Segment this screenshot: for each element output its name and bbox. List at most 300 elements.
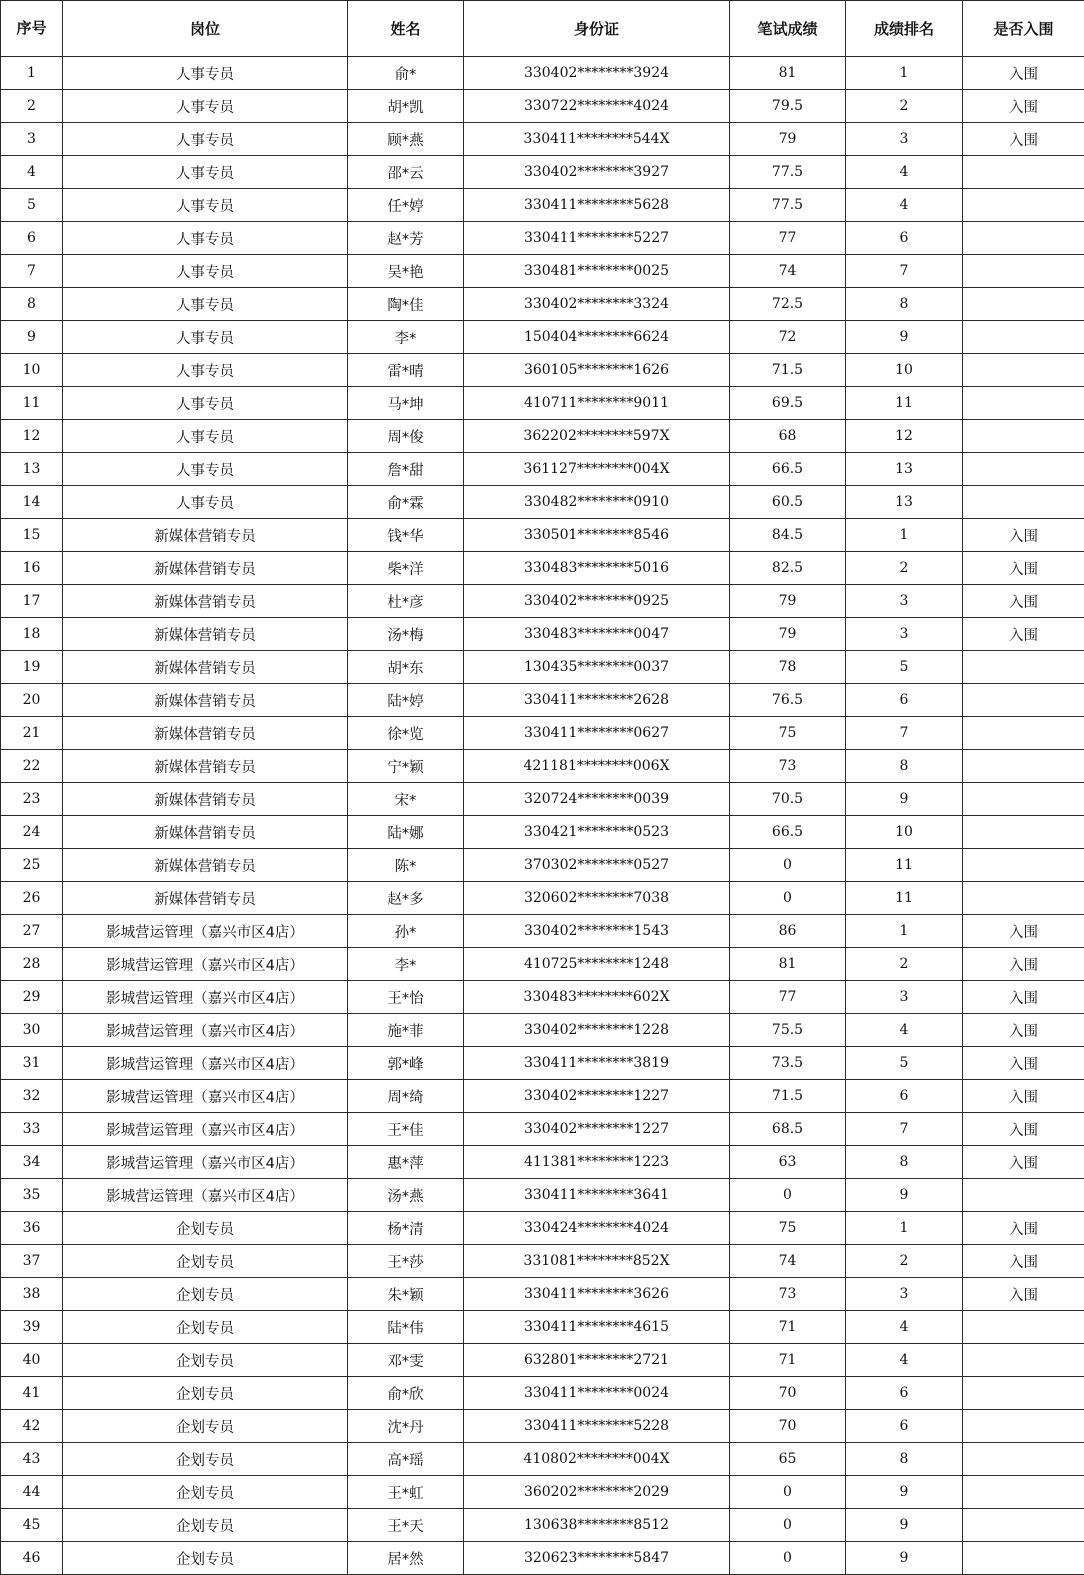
cell-position: 企划专员 bbox=[63, 1344, 348, 1377]
cell-exam-score: 63 bbox=[730, 1146, 846, 1179]
cell-shortlisted bbox=[963, 717, 1084, 750]
table-row bbox=[1, 90, 1084, 123]
cell-name: 陈* bbox=[348, 849, 464, 882]
cell-position: 企划专员 bbox=[63, 1476, 348, 1509]
cell-shortlisted bbox=[963, 453, 1084, 486]
cell-id-number: 320602********7038 bbox=[464, 882, 730, 915]
cell-exam-score: 71.5 bbox=[730, 354, 846, 387]
cell-id-number: 330402********3924 bbox=[464, 57, 730, 90]
cell-name: 詹*甜 bbox=[348, 453, 464, 486]
cell-seq: 14 bbox=[1, 486, 63, 519]
cell-name: 沈*丹 bbox=[348, 1410, 464, 1443]
cell-position: 企划专员 bbox=[63, 1542, 348, 1575]
cell-position: 人事专员 bbox=[63, 486, 348, 519]
cell-name: 李* bbox=[348, 948, 464, 981]
cell-name: 王*佳 bbox=[348, 1113, 464, 1146]
cell-name: 朱*颖 bbox=[348, 1278, 464, 1311]
cell-id-number: 632801********2721 bbox=[464, 1344, 730, 1377]
header-name: 姓名 bbox=[348, 1, 464, 57]
cell-rank: 6 bbox=[846, 1377, 963, 1410]
cell-exam-score: 86 bbox=[730, 915, 846, 948]
cell-exam-score: 68 bbox=[730, 420, 846, 453]
cell-rank: 8 bbox=[846, 750, 963, 783]
cell-rank: 3 bbox=[846, 1278, 963, 1311]
cell-id-number: 330483********5016 bbox=[464, 552, 730, 585]
cell-id-number: 330501********8546 bbox=[464, 519, 730, 552]
cell-exam-score: 77 bbox=[730, 981, 846, 1014]
cell-position: 人事专员 bbox=[63, 123, 348, 156]
cell-rank: 6 bbox=[846, 222, 963, 255]
cell-exam-score: 71 bbox=[730, 1311, 846, 1344]
cell-exam-score: 71.5 bbox=[730, 1080, 846, 1113]
cell-shortlisted bbox=[963, 882, 1084, 915]
cell-id-number: 410725********1248 bbox=[464, 948, 730, 981]
cell-rank: 5 bbox=[846, 651, 963, 684]
cell-position: 新媒体营销专员 bbox=[63, 882, 348, 915]
cell-rank: 10 bbox=[846, 816, 963, 849]
cell-exam-score: 78 bbox=[730, 651, 846, 684]
cell-rank: 1 bbox=[846, 519, 963, 552]
cell-rank: 9 bbox=[846, 1476, 963, 1509]
table-row bbox=[1, 882, 1084, 915]
cell-position: 人事专员 bbox=[63, 453, 348, 486]
cell-id-number: 330402********1543 bbox=[464, 915, 730, 948]
cell-name: 陆*婷 bbox=[348, 684, 464, 717]
table-row bbox=[1, 255, 1084, 288]
cell-shortlisted: 入围 bbox=[963, 1113, 1084, 1146]
cell-shortlisted bbox=[963, 387, 1084, 420]
cell-rank: 1 bbox=[846, 1212, 963, 1245]
cell-name: 居*然 bbox=[348, 1542, 464, 1575]
cell-shortlisted bbox=[963, 783, 1084, 816]
cell-shortlisted: 入围 bbox=[963, 915, 1084, 948]
cell-rank: 4 bbox=[846, 189, 963, 222]
cell-name: 赵*多 bbox=[348, 882, 464, 915]
cell-name: 陶*佳 bbox=[348, 288, 464, 321]
cell-position: 新媒体营销专员 bbox=[63, 519, 348, 552]
table-row bbox=[1, 1245, 1084, 1278]
cell-exam-score: 74 bbox=[730, 255, 846, 288]
cell-shortlisted bbox=[963, 1443, 1084, 1476]
cell-id-number: 330402********1228 bbox=[464, 1014, 730, 1047]
cell-id-number: 360202********2029 bbox=[464, 1476, 730, 1509]
table-row bbox=[1, 816, 1084, 849]
cell-position: 企划专员 bbox=[63, 1245, 348, 1278]
table-row bbox=[1, 948, 1084, 981]
cell-position: 人事专员 bbox=[63, 387, 348, 420]
cell-shortlisted bbox=[963, 321, 1084, 354]
cell-id-number: 362202********597X bbox=[464, 420, 730, 453]
cell-id-number: 330402********0925 bbox=[464, 585, 730, 618]
cell-seq: 41 bbox=[1, 1377, 63, 1410]
cell-position: 人事专员 bbox=[63, 420, 348, 453]
cell-exam-score: 75 bbox=[730, 717, 846, 750]
cell-id-number: 330402********3324 bbox=[464, 288, 730, 321]
cell-shortlisted: 入围 bbox=[963, 1146, 1084, 1179]
cell-name: 惠*萍 bbox=[348, 1146, 464, 1179]
cell-seq: 26 bbox=[1, 882, 63, 915]
header-rank: 成绩排名 bbox=[846, 1, 963, 57]
cell-position: 人事专员 bbox=[63, 222, 348, 255]
cell-id-number: 330411********5228 bbox=[464, 1410, 730, 1443]
cell-name: 柴*洋 bbox=[348, 552, 464, 585]
cell-position: 新媒体营销专员 bbox=[63, 684, 348, 717]
cell-rank: 2 bbox=[846, 90, 963, 123]
table-row bbox=[1, 420, 1084, 453]
table-row bbox=[1, 1212, 1084, 1245]
cell-position: 企划专员 bbox=[63, 1278, 348, 1311]
cell-id-number: 130638********8512 bbox=[464, 1509, 730, 1542]
cell-exam-score: 0 bbox=[730, 1179, 846, 1212]
cell-id-number: 320724********0039 bbox=[464, 783, 730, 816]
cell-seq: 29 bbox=[1, 981, 63, 1014]
cell-exam-score: 73.5 bbox=[730, 1047, 846, 1080]
cell-name: 高*瑶 bbox=[348, 1443, 464, 1476]
cell-rank: 2 bbox=[846, 948, 963, 981]
table-row bbox=[1, 1344, 1084, 1377]
cell-id-number: 330402********1227 bbox=[464, 1113, 730, 1146]
cell-seq: 44 bbox=[1, 1476, 63, 1509]
cell-id-number: 330483********0047 bbox=[464, 618, 730, 651]
cell-position: 企划专员 bbox=[63, 1377, 348, 1410]
table-row bbox=[1, 189, 1084, 222]
cell-shortlisted: 入围 bbox=[963, 948, 1084, 981]
cell-exam-score: 81 bbox=[730, 57, 846, 90]
cell-position: 影城营运管理（嘉兴市区4店） bbox=[63, 1113, 348, 1146]
cell-rank: 7 bbox=[846, 1113, 963, 1146]
cell-rank: 3 bbox=[846, 618, 963, 651]
cell-exam-score: 77 bbox=[730, 222, 846, 255]
cell-id-number: 330424********4024 bbox=[464, 1212, 730, 1245]
cell-seq: 45 bbox=[1, 1509, 63, 1542]
cell-seq: 35 bbox=[1, 1179, 63, 1212]
cell-seq: 15 bbox=[1, 519, 63, 552]
cell-shortlisted: 入围 bbox=[963, 1212, 1084, 1245]
cell-rank: 7 bbox=[846, 255, 963, 288]
cell-id-number: 330722********4024 bbox=[464, 90, 730, 123]
cell-name: 邓*雯 bbox=[348, 1344, 464, 1377]
cell-seq: 9 bbox=[1, 321, 63, 354]
header-position: 岗位 bbox=[63, 1, 348, 57]
cell-id-number: 421181********006X bbox=[464, 750, 730, 783]
cell-id-number: 330411********0024 bbox=[464, 1377, 730, 1410]
cell-id-number: 330411********5227 bbox=[464, 222, 730, 255]
cell-shortlisted: 入围 bbox=[963, 519, 1084, 552]
cell-rank: 5 bbox=[846, 1047, 963, 1080]
cell-shortlisted bbox=[963, 189, 1084, 222]
cell-name: 胡*东 bbox=[348, 651, 464, 684]
cell-seq: 8 bbox=[1, 288, 63, 321]
table-row bbox=[1, 552, 1084, 585]
cell-rank: 8 bbox=[846, 288, 963, 321]
cell-shortlisted bbox=[963, 1509, 1084, 1542]
cell-seq: 40 bbox=[1, 1344, 63, 1377]
table-row bbox=[1, 1278, 1084, 1311]
cell-seq: 19 bbox=[1, 651, 63, 684]
cell-seq: 1 bbox=[1, 57, 63, 90]
cell-seq: 3 bbox=[1, 123, 63, 156]
table-row bbox=[1, 783, 1084, 816]
cell-seq: 22 bbox=[1, 750, 63, 783]
cell-shortlisted: 入围 bbox=[963, 1278, 1084, 1311]
cell-seq: 30 bbox=[1, 1014, 63, 1047]
cell-id-number: 330482********0910 bbox=[464, 486, 730, 519]
cell-name: 陆*伟 bbox=[348, 1311, 464, 1344]
table-row bbox=[1, 1311, 1084, 1344]
cell-position: 影城营运管理（嘉兴市区4店） bbox=[63, 981, 348, 1014]
cell-name: 王*莎 bbox=[348, 1245, 464, 1278]
cell-exam-score: 77.5 bbox=[730, 189, 846, 222]
cell-name: 俞* bbox=[348, 57, 464, 90]
cell-id-number: 330481********0025 bbox=[464, 255, 730, 288]
cell-seq: 21 bbox=[1, 717, 63, 750]
cell-position: 人事专员 bbox=[63, 57, 348, 90]
header-shortlisted: 是否入围 bbox=[963, 1, 1084, 57]
table-row bbox=[1, 1476, 1084, 1509]
cell-rank: 6 bbox=[846, 1080, 963, 1113]
cell-seq: 43 bbox=[1, 1443, 63, 1476]
cell-rank: 9 bbox=[846, 1509, 963, 1542]
table-row bbox=[1, 618, 1084, 651]
cell-exam-score: 74 bbox=[730, 1245, 846, 1278]
cell-name: 任*婷 bbox=[348, 189, 464, 222]
cell-position: 人事专员 bbox=[63, 156, 348, 189]
cell-position: 影城营运管理（嘉兴市区4店） bbox=[63, 1047, 348, 1080]
cell-shortlisted bbox=[963, 750, 1084, 783]
cell-shortlisted: 入围 bbox=[963, 618, 1084, 651]
cell-rank: 11 bbox=[846, 882, 963, 915]
cell-exam-score: 69.5 bbox=[730, 387, 846, 420]
table-row bbox=[1, 222, 1084, 255]
cell-rank: 9 bbox=[846, 321, 963, 354]
cell-seq: 37 bbox=[1, 1245, 63, 1278]
cell-exam-score: 70 bbox=[730, 1377, 846, 1410]
cell-id-number: 330402********1227 bbox=[464, 1080, 730, 1113]
cell-rank: 10 bbox=[846, 354, 963, 387]
cell-position: 新媒体营销专员 bbox=[63, 783, 348, 816]
cell-seq: 18 bbox=[1, 618, 63, 651]
table-row bbox=[1, 1410, 1084, 1443]
cell-exam-score: 72 bbox=[730, 321, 846, 354]
cell-name: 周*绮 bbox=[348, 1080, 464, 1113]
table-row bbox=[1, 1113, 1084, 1146]
cell-rank: 9 bbox=[846, 783, 963, 816]
cell-id-number: 330411********0627 bbox=[464, 717, 730, 750]
cell-seq: 4 bbox=[1, 156, 63, 189]
table-row bbox=[1, 1509, 1084, 1542]
cell-shortlisted: 入围 bbox=[963, 1014, 1084, 1047]
table-row bbox=[1, 1146, 1084, 1179]
cell-position: 企划专员 bbox=[63, 1311, 348, 1344]
cell-name: 李* bbox=[348, 321, 464, 354]
cell-shortlisted bbox=[963, 651, 1084, 684]
cell-seq: 2 bbox=[1, 90, 63, 123]
cell-id-number: 360105********1626 bbox=[464, 354, 730, 387]
cell-exam-score: 79 bbox=[730, 618, 846, 651]
cell-shortlisted bbox=[963, 1377, 1084, 1410]
cell-rank: 6 bbox=[846, 1410, 963, 1443]
cell-rank: 1 bbox=[846, 915, 963, 948]
cell-position: 人事专员 bbox=[63, 90, 348, 123]
cell-exam-score: 66.5 bbox=[730, 453, 846, 486]
table-row bbox=[1, 1080, 1084, 1113]
cell-shortlisted bbox=[963, 1542, 1084, 1575]
cell-id-number: 320623********5847 bbox=[464, 1542, 730, 1575]
cell-id-number: 330411********3819 bbox=[464, 1047, 730, 1080]
cell-position: 人事专员 bbox=[63, 189, 348, 222]
cell-name: 王*天 bbox=[348, 1509, 464, 1542]
cell-shortlisted bbox=[963, 1476, 1084, 1509]
cell-position: 企划专员 bbox=[63, 1212, 348, 1245]
cell-seq: 6 bbox=[1, 222, 63, 255]
cell-name: 宁*颖 bbox=[348, 750, 464, 783]
cell-name: 孙* bbox=[348, 915, 464, 948]
table-body bbox=[1, 57, 1084, 1575]
cell-shortlisted bbox=[963, 420, 1084, 453]
cell-exam-score: 79.5 bbox=[730, 90, 846, 123]
cell-name: 宋* bbox=[348, 783, 464, 816]
table-row bbox=[1, 717, 1084, 750]
cell-position: 影城营运管理（嘉兴市区4店） bbox=[63, 915, 348, 948]
cell-seq: 28 bbox=[1, 948, 63, 981]
cell-shortlisted bbox=[963, 354, 1084, 387]
table-row bbox=[1, 651, 1084, 684]
cell-position: 新媒体营销专员 bbox=[63, 717, 348, 750]
cell-exam-score: 84.5 bbox=[730, 519, 846, 552]
cell-name: 钱*华 bbox=[348, 519, 464, 552]
cell-shortlisted bbox=[963, 684, 1084, 717]
cell-id-number: 331081********852X bbox=[464, 1245, 730, 1278]
cell-rank: 9 bbox=[846, 1179, 963, 1212]
cell-position: 新媒体营销专员 bbox=[63, 849, 348, 882]
cell-shortlisted: 入围 bbox=[963, 585, 1084, 618]
cell-shortlisted bbox=[963, 1344, 1084, 1377]
cell-name: 陆*娜 bbox=[348, 816, 464, 849]
cell-exam-score: 75 bbox=[730, 1212, 846, 1245]
header-id-number: 身份证 bbox=[464, 1, 730, 57]
cell-exam-score: 72.5 bbox=[730, 288, 846, 321]
cell-id-number: 361127********004X bbox=[464, 453, 730, 486]
table-row bbox=[1, 1443, 1084, 1476]
cell-seq: 5 bbox=[1, 189, 63, 222]
table-row bbox=[1, 750, 1084, 783]
cell-shortlisted: 入围 bbox=[963, 90, 1084, 123]
cell-rank: 13 bbox=[846, 453, 963, 486]
cell-exam-score: 73 bbox=[730, 1278, 846, 1311]
table-row bbox=[1, 519, 1084, 552]
cell-seq: 23 bbox=[1, 783, 63, 816]
cell-id-number: 410711********9011 bbox=[464, 387, 730, 420]
cell-name: 王*虹 bbox=[348, 1476, 464, 1509]
cell-name: 胡*凯 bbox=[348, 90, 464, 123]
cell-name: 周*俊 bbox=[348, 420, 464, 453]
cell-shortlisted: 入围 bbox=[963, 981, 1084, 1014]
cell-id-number: 330411********2628 bbox=[464, 684, 730, 717]
cell-exam-score: 73 bbox=[730, 750, 846, 783]
cell-exam-score: 60.5 bbox=[730, 486, 846, 519]
cell-seq: 46 bbox=[1, 1542, 63, 1575]
cell-id-number: 330411********5628 bbox=[464, 189, 730, 222]
cell-name: 郭*峰 bbox=[348, 1047, 464, 1080]
table-row bbox=[1, 1542, 1084, 1575]
cell-exam-score: 66.5 bbox=[730, 816, 846, 849]
cell-rank: 3 bbox=[846, 981, 963, 1014]
cell-rank: 13 bbox=[846, 486, 963, 519]
cell-position: 新媒体营销专员 bbox=[63, 816, 348, 849]
cell-position: 影城营运管理（嘉兴市区4店） bbox=[63, 1146, 348, 1179]
table-row bbox=[1, 321, 1084, 354]
table-row bbox=[1, 453, 1084, 486]
cell-shortlisted bbox=[963, 1311, 1084, 1344]
cell-seq: 16 bbox=[1, 552, 63, 585]
cell-id-number: 370302********0527 bbox=[464, 849, 730, 882]
cell-shortlisted bbox=[963, 849, 1084, 882]
cell-seq: 33 bbox=[1, 1113, 63, 1146]
cell-position: 人事专员 bbox=[63, 288, 348, 321]
cell-position: 影城营运管理（嘉兴市区4店） bbox=[63, 1179, 348, 1212]
cell-seq: 32 bbox=[1, 1080, 63, 1113]
cell-id-number: 330411********4615 bbox=[464, 1311, 730, 1344]
cell-exam-score: 77.5 bbox=[730, 156, 846, 189]
cell-seq: 24 bbox=[1, 816, 63, 849]
cell-shortlisted bbox=[963, 1179, 1084, 1212]
cell-seq: 10 bbox=[1, 354, 63, 387]
cell-position: 企划专员 bbox=[63, 1509, 348, 1542]
cell-seq: 34 bbox=[1, 1146, 63, 1179]
cell-exam-score: 68.5 bbox=[730, 1113, 846, 1146]
cell-exam-score: 79 bbox=[730, 585, 846, 618]
cell-position: 新媒体营销专员 bbox=[63, 750, 348, 783]
cell-position: 人事专员 bbox=[63, 321, 348, 354]
cell-shortlisted bbox=[963, 222, 1084, 255]
cell-id-number: 330411********3626 bbox=[464, 1278, 730, 1311]
cell-exam-score: 0 bbox=[730, 849, 846, 882]
cell-seq: 27 bbox=[1, 915, 63, 948]
cell-rank: 3 bbox=[846, 585, 963, 618]
cell-shortlisted bbox=[963, 156, 1084, 189]
cell-rank: 2 bbox=[846, 1245, 963, 1278]
cell-rank: 4 bbox=[846, 1014, 963, 1047]
table-row bbox=[1, 981, 1084, 1014]
cell-rank: 1 bbox=[846, 57, 963, 90]
cell-rank: 3 bbox=[846, 123, 963, 156]
table-row bbox=[1, 915, 1084, 948]
table-row bbox=[1, 387, 1084, 420]
cell-position: 影城营运管理（嘉兴市区4店） bbox=[63, 948, 348, 981]
cell-seq: 12 bbox=[1, 420, 63, 453]
cell-position: 新媒体营销专员 bbox=[63, 618, 348, 651]
cell-name: 杨*清 bbox=[348, 1212, 464, 1245]
cell-rank: 8 bbox=[846, 1146, 963, 1179]
cell-seq: 38 bbox=[1, 1278, 63, 1311]
cell-seq: 7 bbox=[1, 255, 63, 288]
table-row bbox=[1, 486, 1084, 519]
cell-position: 新媒体营销专员 bbox=[63, 651, 348, 684]
cell-position: 企划专员 bbox=[63, 1443, 348, 1476]
table-row bbox=[1, 684, 1084, 717]
cell-exam-score: 71 bbox=[730, 1344, 846, 1377]
cell-exam-score: 70 bbox=[730, 1410, 846, 1443]
cell-rank: 6 bbox=[846, 684, 963, 717]
cell-seq: 25 bbox=[1, 849, 63, 882]
cell-exam-score: 75.5 bbox=[730, 1014, 846, 1047]
cell-rank: 4 bbox=[846, 1344, 963, 1377]
cell-exam-score: 70.5 bbox=[730, 783, 846, 816]
cell-id-number: 330402********3927 bbox=[464, 156, 730, 189]
cell-name: 顾*燕 bbox=[348, 123, 464, 156]
cell-name: 施*菲 bbox=[348, 1014, 464, 1047]
cell-name: 俞*欣 bbox=[348, 1377, 464, 1410]
